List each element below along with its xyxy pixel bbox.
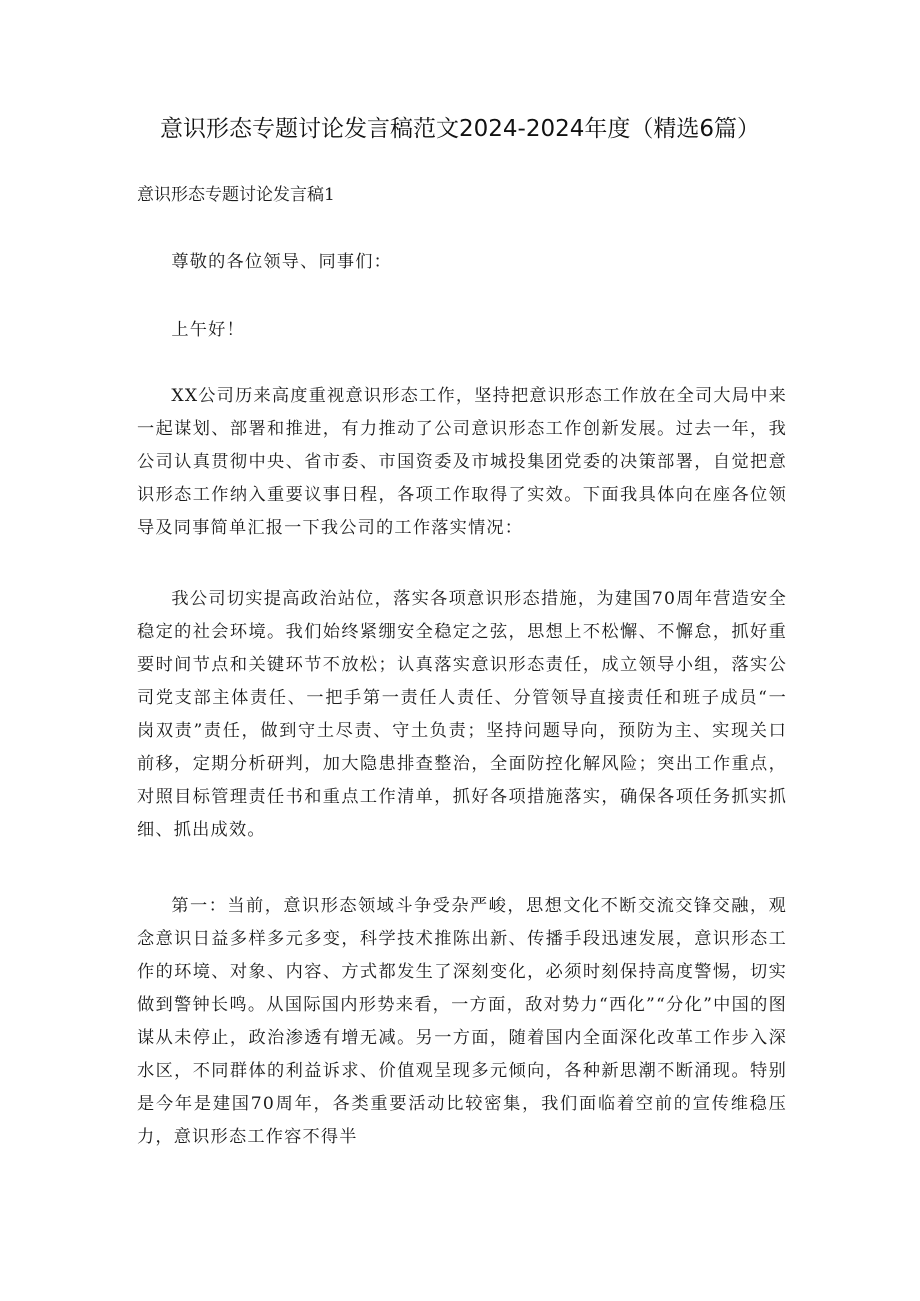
paragraph-3: 第一：当前，意识形态领域斗争受杂严峻，思想文化不断交流交锋交融，观念意识日益多样多元多变，科学技术推陈出新、传播手段迅速发展，意识形态工作的环境、对象、内容、方式都发生了深刻变化，必须时刻保持高度警惕，切实做到警钟长鸣。从国际国内形势来看，一方面，敌对势力“西化”“分化”中国的图谋从未停止，政治渗透有增无减。另一方面，随着国内全面深化改革工作步入深水区，不同群体的利益诉求、价值观呈现多元倾向，各种新思潮不断涌现。特别是今年是建国70周年，各类重要活动比较密集，我们面临着空前的宣传维稳压力，意识形态工作容不得半 <box>137 896 787 1147</box>
salutation: 尊敬的各位领导、同事们： <box>171 252 393 272</box>
greeting: 上午好！ <box>171 320 245 340</box>
paragraph-1: XX公司历来高度重视意识形态工作，坚持把意识形态工作放在全司大局中来一起谋划、部署和推进，有力推动了公司意识形态工作创新发展。过去一年，我公司认真贯彻中央、省市委、市国资委及市城投集团党委的决策部署，自觉把意识形态工作纳入重要议事日程，各项工作取得了实效。下面我具体向在座各位领导及同事简单汇报一下我公司的工作落实情况： <box>137 386 787 538</box>
section-heading: 意识形态专题讨论发言稿1 <box>137 185 335 205</box>
document-title: 意识形态专题讨论发言稿范文2024-2024年度（精选6篇） <box>160 116 760 142</box>
paragraph-2: 我公司切实提高政治站位，落实各项意识形态措施，为建国70周年营造安全稳定的社会环境。我们始终紧绷安全稳定之弦，思想上不松懈、不懈怠，抓好重要时间节点和关键环节不放松；认真落实意识形态责任，成立领导小组，落实公司党支部主体责任、一把手第一责任人责任、分管领导直接责任和班子成员“一岗双责”责任，做到守土尽责、守土负责；坚持问题导向，预防为主、实现关口前移，定期分析研判，加大隐患排查整治，全面防控化解风险；突出工作重点，对照目标管理责任书和重点工作清单，抓好各项措施落实，确保各项任务抓实抓细、抓出成效。 <box>137 589 787 840</box>
